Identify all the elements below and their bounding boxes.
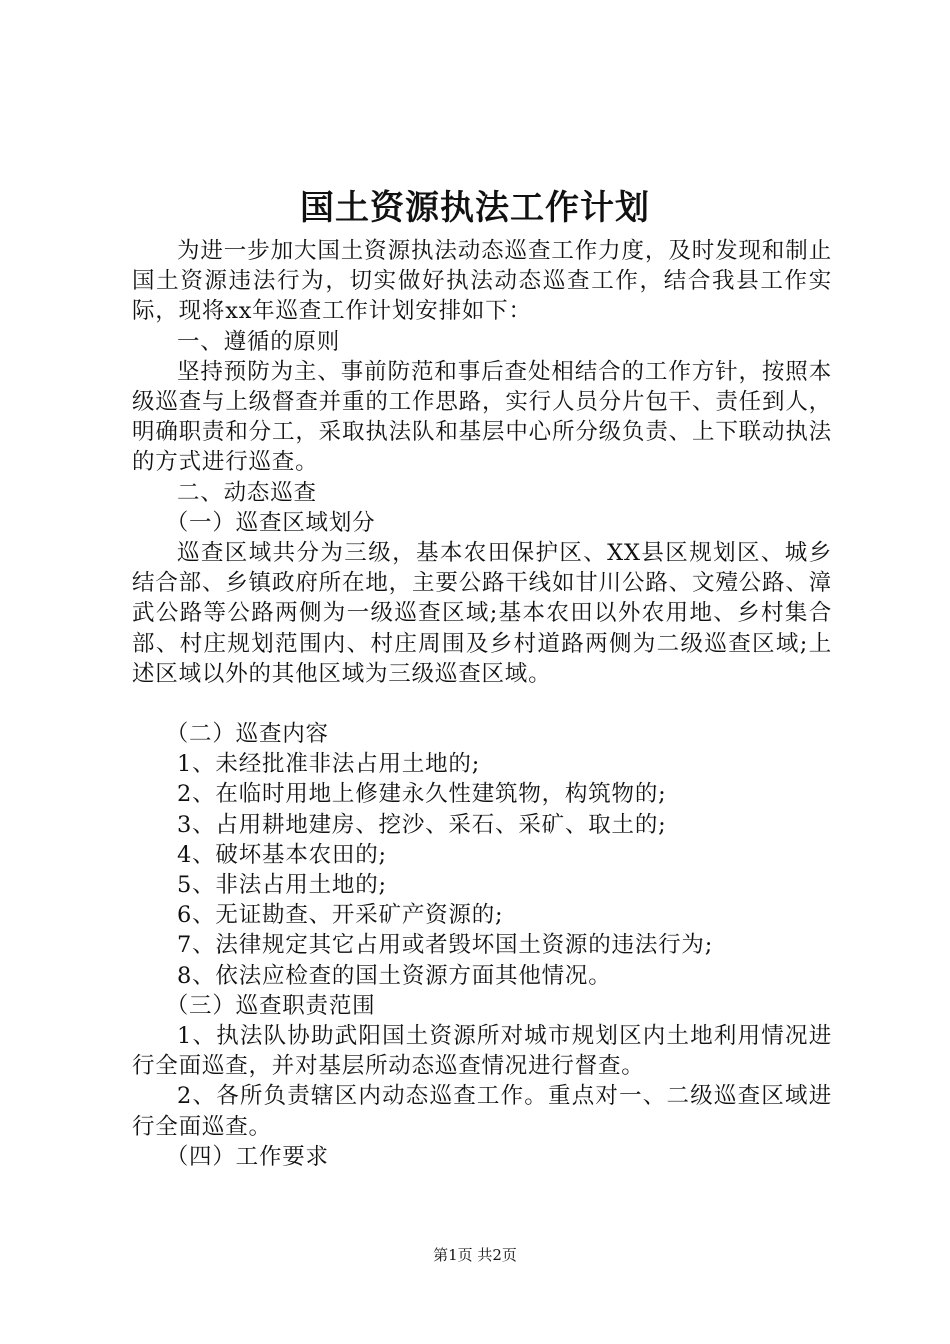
subheading-work-requirements: （四）工作要求	[165, 1143, 329, 1170]
section-heading-inspection: 二、动态巡查	[177, 479, 317, 506]
document-body	[132, 236, 832, 1172]
list-item: 8、依法应检查的国土资源方面其他情况。	[177, 962, 612, 989]
list-item: 2、在临时用地上修建永久性建筑物，构筑物的;	[177, 781, 667, 808]
list-item: 7、法律规定其它占用或者毁坏国土资源的违法行为;	[177, 932, 714, 959]
area-division-paragraph: 巡查区域共分为三级，基本农田保护区、XX县区规划区、城乡结合部、乡镇政府所在地，主要公路干线如甘川公路、文殪公路、漳武公路等公路两侧为一级巡查区域;基本农田以外农用地、乡村集合部、村庄规划范围内、村庄周围及乡村道路两侧为二级巡查区域;上述区域以外的其他区域为三级巡查区域。	[132, 540, 832, 687]
page-footer: 第1页 共2页	[433, 1246, 517, 1264]
paragraph-gap	[132, 689, 832, 719]
list-item: 6、无证勘查、开采矿产资源的;	[177, 902, 504, 929]
subheading-inspection-content: （二）巡查内容	[165, 721, 329, 748]
intro-paragraph: 为进一步加大国土资源执法动态巡查工作力度，及时发现和制止国土资源违法行为，切实做好执法动态巡查工作，结合我县工作实际，现将xx年巡查工作计划安排如下：	[132, 238, 832, 325]
list-item: 1、未经批准非法占用土地的;	[177, 751, 481, 778]
list-item: 3、占用耕地建房、挖沙、采石、采矿、取土的;	[177, 811, 667, 838]
document-title: 国土资源执法工作计划	[300, 188, 650, 228]
principles-paragraph: 坚持预防为主、事前防范和事后查处相结合的工作方针，按照本级巡查与上级督查并重的工作思路，实行人员分片包干、责任到人，明确职责和分工，采取执法队和基层中心所分级负责、上下联动执法的方式进行巡查。	[132, 358, 832, 476]
section-heading-principles: 一、遵循的原则	[177, 328, 341, 355]
subheading-duty-scope: （三）巡查职责范围	[165, 992, 376, 1019]
list-item: 5、非法占用土地的;	[177, 872, 387, 899]
duty-paragraph-2: 2、各所负责辖区内动态巡查工作。重点对一、二级巡查区域进行全面巡查。	[132, 1083, 832, 1140]
subheading-area-division: （一）巡查区域划分	[165, 509, 376, 536]
list-item: 4、破坏基本农田的;	[177, 841, 387, 868]
duty-paragraph-1: 1、执法队协助武阳国土资源所对城市规划区内土地利用情况进行全面巡查，并对基层所动态巡查情况进行督查。	[132, 1023, 832, 1080]
